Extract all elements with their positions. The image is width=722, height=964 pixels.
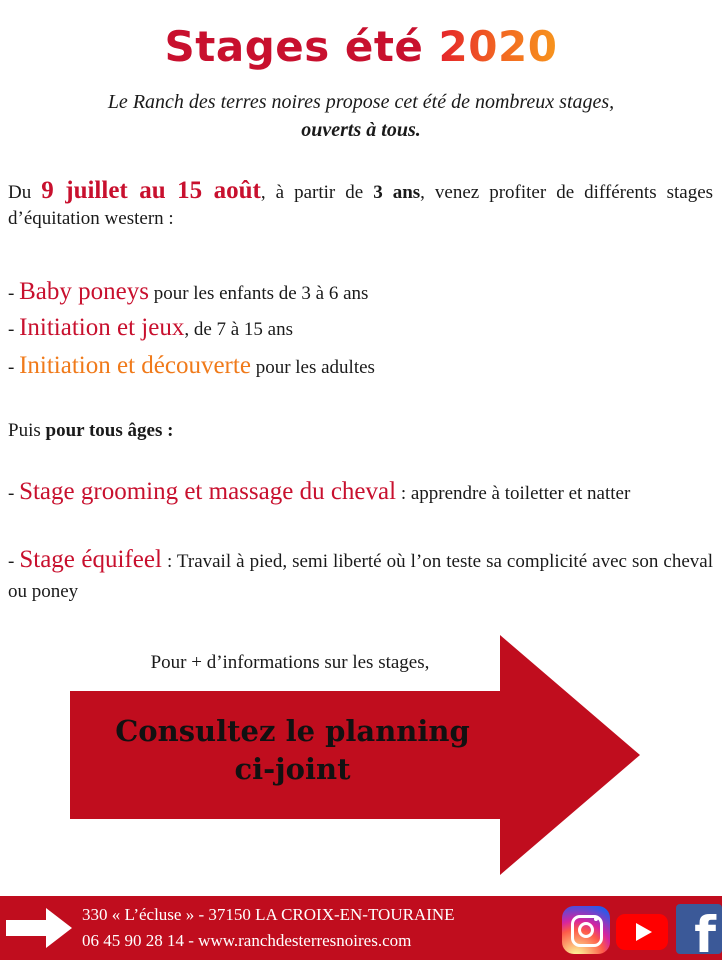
stage-name: Stage grooming et massage du cheval xyxy=(19,478,397,505)
intro-age: 3 ans xyxy=(373,182,421,203)
subtitle xyxy=(0,88,722,144)
grooming-item xyxy=(8,478,713,508)
intro-text-b: , à partir de xyxy=(260,182,364,203)
page-title xyxy=(0,22,722,71)
stage-name: Initiation et jeux xyxy=(19,314,185,341)
contact-line[interactable]: 06 45 90 28 14 - www.ranchdesterresnoires.com xyxy=(82,931,412,950)
intro-dates: 9 juillet au 15 août xyxy=(41,177,261,204)
facebook-icon[interactable]: f xyxy=(676,904,722,954)
subtitle-line-2: ouverts à tous. xyxy=(301,119,421,141)
info-text: Pour + d’informations sur les stages, xyxy=(150,652,430,673)
list-dash: - xyxy=(8,551,20,572)
list-dash: - xyxy=(8,283,20,304)
list-item xyxy=(8,352,375,380)
stage-desc: : Travail à pied, semi liberté où l’on teste sa complicité avec son cheval ou poney xyxy=(8,551,713,602)
youtube-icon[interactable] xyxy=(616,914,668,950)
puis-bold: pour tous âges : xyxy=(45,420,174,441)
stage-desc: pour les enfants de 3 à 6 ans xyxy=(148,283,369,304)
all-ages-heading xyxy=(8,420,173,442)
instagram-icon[interactable] xyxy=(562,906,610,954)
stage-desc: , de 7 à 15 ans xyxy=(184,319,294,340)
list-dash: - xyxy=(8,319,20,340)
cta-line-1: Consultez le planning xyxy=(115,714,470,748)
stage-name: Stage équifeel xyxy=(19,546,162,573)
list-item xyxy=(8,278,368,306)
subtitle-line-1: Le Ranch des terres noires propose cet été de nombreux stages, xyxy=(107,91,615,113)
intro-text-a: Du xyxy=(8,182,32,203)
equifeel-item xyxy=(8,545,713,607)
stage-name: Baby poneys xyxy=(19,278,149,305)
list-dash: - xyxy=(8,483,20,504)
cta-text[interactable] xyxy=(70,712,515,788)
list-dash: - xyxy=(8,357,20,378)
title-text: Stages été xyxy=(164,22,424,71)
footer-address xyxy=(82,902,455,954)
address-line: 330 « L’écluse » - 37150 LA CROIX-EN-TOURAINE xyxy=(82,905,455,924)
puis-text: Puis xyxy=(8,420,41,441)
footer xyxy=(0,896,722,960)
list-item xyxy=(8,314,293,342)
intro-paragraph xyxy=(8,178,713,232)
stage-desc: pour les adultes xyxy=(250,357,375,378)
intro-text-c: , venez profiter de différents stages d’équitation western : xyxy=(8,182,714,229)
stage-desc: : apprendre à toiletter et natter xyxy=(396,483,631,504)
title-year: 2020 xyxy=(438,22,558,71)
stage-name: Initiation et découverte xyxy=(19,352,251,379)
cta-line-2: ci-joint xyxy=(234,752,351,786)
footer-arrow-icon xyxy=(4,906,74,950)
